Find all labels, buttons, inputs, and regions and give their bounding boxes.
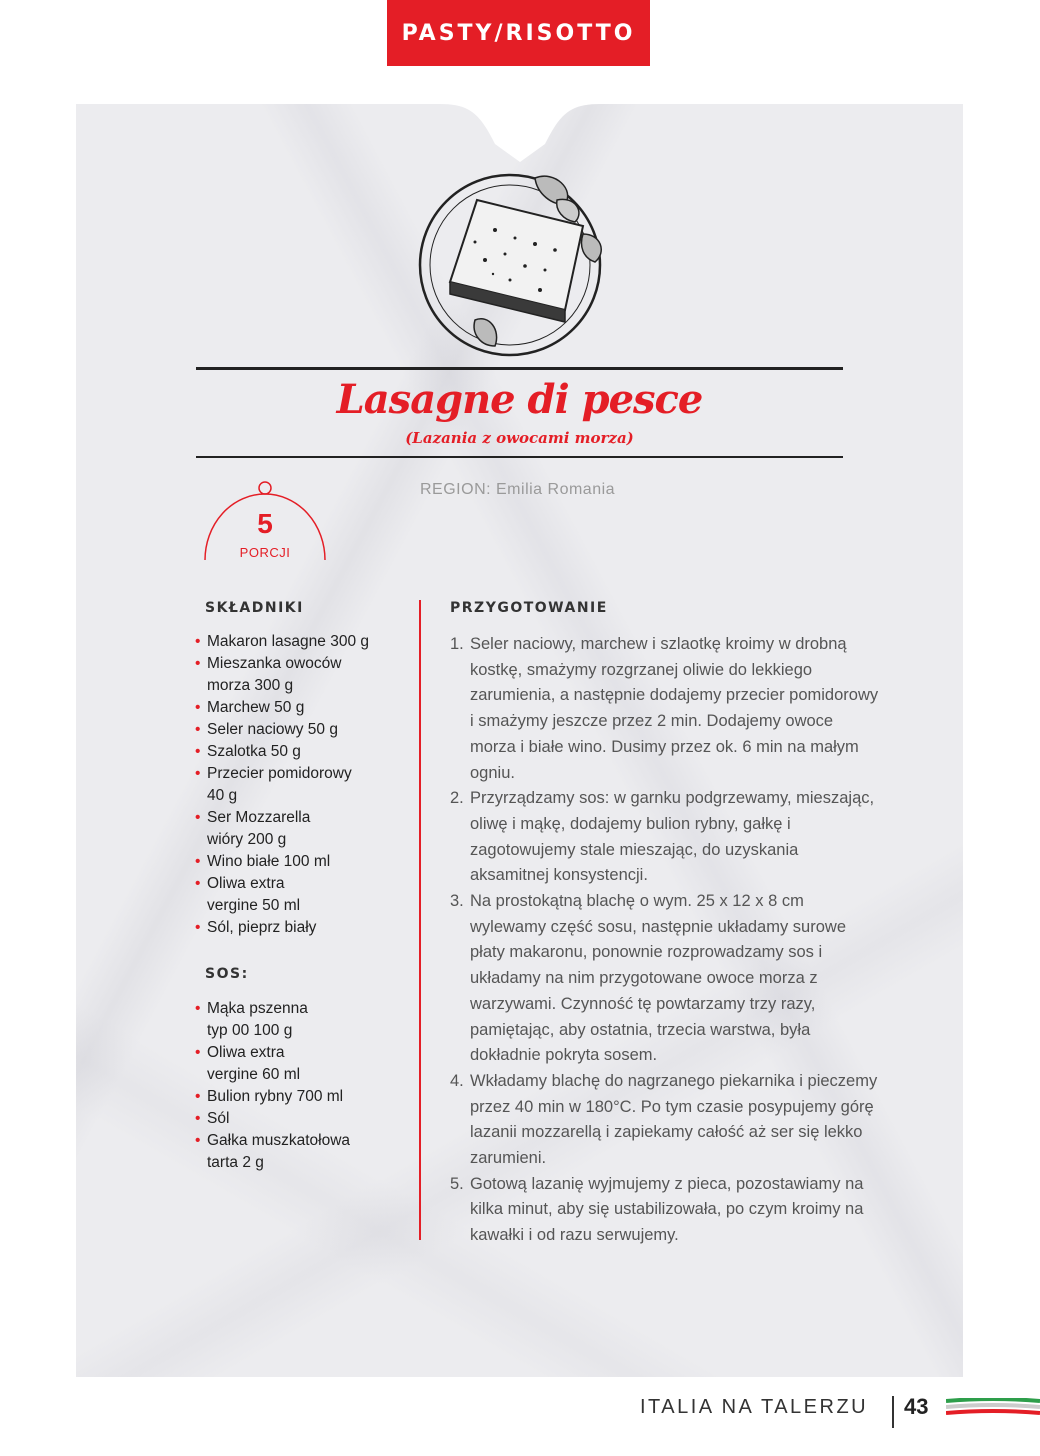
title-rule-bottom	[196, 456, 843, 458]
ingredients-heading: SKŁADNIKI	[205, 600, 304, 616]
magazine-title: ITALIA NA TALERZU	[640, 1396, 869, 1418]
page-notch	[440, 104, 600, 164]
footer-divider	[892, 1396, 894, 1428]
step-item	[450, 889, 880, 1069]
sauce-list	[195, 998, 405, 1174]
step-text: Wkładamy blachę do nagrzanego piekarnika i pieczemy przez 40 min w 180°C. Po tym czasie posypujemy górę lazanii mozzarellą i zapiekamy całość aż ser się lekko zarumieni.	[470, 1071, 878, 1168]
step-item	[450, 1172, 880, 1249]
preparation-heading: PRZYGOTOWANIE	[450, 600, 608, 616]
step-text: Gotową lazanię wyjmujemy z pieca, pozostawiamy na kilka minut, aby się ustabilizowała, po czym kroimy na kawałki i od razu serwujemy.	[470, 1174, 864, 1245]
preparation-steps	[450, 632, 880, 1249]
recipe-title: Lasagne di pesce	[336, 376, 703, 423]
list-item: • Mąka pszenna typ 00 100 g	[195, 998, 332, 1042]
region-label: REGION: Emilia Romania	[420, 481, 616, 498]
list-item: • Mieszanka owoców morza 300 g	[195, 653, 372, 697]
list-item: • Bulion rybny 700 ml	[195, 1086, 405, 1108]
category-tab: PASTY/RISOTTO	[387, 0, 650, 66]
step-number: 4.	[450, 1071, 464, 1090]
title-rule-top	[196, 367, 843, 370]
list-item: • Wino białe 100 ml	[195, 851, 405, 873]
step-number: 5.	[450, 1174, 464, 1193]
italian-flag-stripes-icon	[946, 1398, 1040, 1418]
list-item: • Przecier pomidorowy 40 g	[195, 763, 352, 807]
lasagna-plate-illustration	[415, 170, 610, 360]
step-text: Przyrządzamy sos: w garnku podgrzewamy, mieszając, oliwę i mąkę, dodajemy bulion rybny, gałkę i zagotowujemy stale mieszając, do uzyskania aksamitnej konsystencji.	[470, 789, 875, 885]
list-item: • Szalotka 50 g	[195, 741, 405, 763]
servings-number: 5	[257, 508, 273, 539]
ingredients-list	[195, 631, 405, 939]
step-text: Seler naciowy, marchew i szlaotkę kroimy w drobną kostkę, smażymy rozgrzanej oliwie do lekkiego zarumienia, a następnie dodajemy przecier pomidorowy i smażymy jeszcze przez 2 min. Dodajemy owoce morza i białe wino. Dusimy przez ok. 6 min na małym ogniu.	[470, 635, 879, 782]
servings-badge	[200, 478, 330, 566]
list-item: • Makaron lasagne 300 g	[195, 631, 405, 653]
page-number: 43	[904, 1394, 929, 1419]
step-item	[450, 786, 880, 889]
list-item: • Gałka muszkatołowa tarta 2 g	[195, 1130, 377, 1174]
step-text: Na prostokątną blachę o wym. 25 x 12 x 8 cm wylewamy część sosu, następnie układamy surowe płaty makaronu, ponownie rozprowadzamy sos i układamy na nim przygotowane owoce morza z warzywami. Czynność tę powtarzamy trzy razy, pamiętając, aby ostatnia, trzecia warstwa, była dokładnie pokryta sosem.	[470, 892, 846, 1065]
list-item: • Marchew 50 g	[195, 697, 405, 719]
step-number: 3.	[450, 892, 464, 911]
list-item: • Oliwa extra vergine 60 ml	[195, 1042, 327, 1086]
step-item	[450, 632, 880, 786]
servings-label: PORCJI	[239, 545, 291, 560]
step-number: 2.	[450, 789, 464, 808]
column-divider	[419, 600, 421, 1240]
list-item: • Ser Mozzarella wióry 200 g	[195, 807, 342, 851]
list-item: • Oliwa extra vergine 50 ml	[195, 873, 327, 917]
list-item: • Sól	[195, 1108, 405, 1130]
recipe-subtitle: (Lazania z owocami morza)	[405, 429, 634, 447]
list-item: • Seler naciowy 50 g	[195, 719, 405, 741]
list-item: • Sól, pieprz biały	[195, 917, 405, 939]
step-number: 1.	[450, 635, 464, 653]
step-item	[450, 1069, 880, 1172]
sauce-heading: SOS:	[205, 966, 249, 982]
